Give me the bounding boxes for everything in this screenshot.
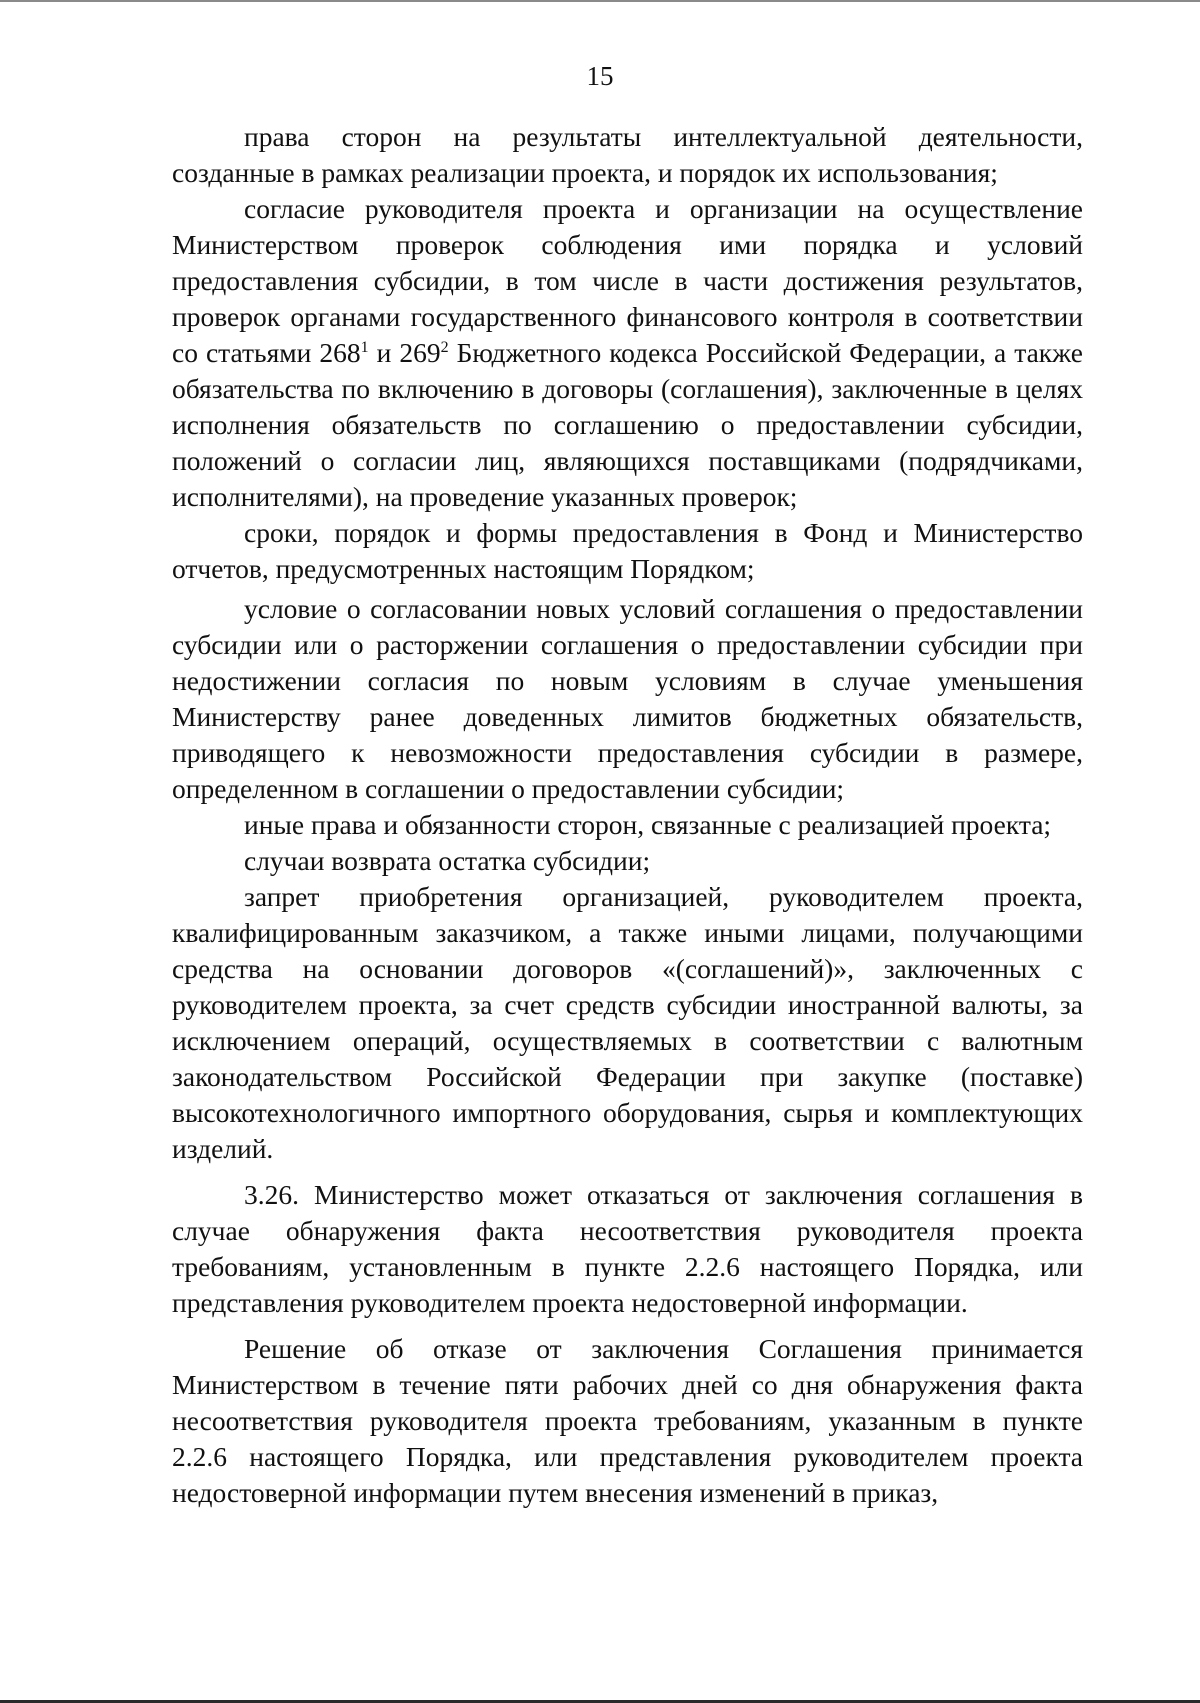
paragraph-other-rights: иные права и обязанности сторон, связанные с реализацией проекта; <box>244 809 1052 840</box>
paragraph-consent-part-3: Бюджетного кодекса Российской Федерации, а также обязательства по включению в договоры (соглашения), заключенные в целях исполнения обязательств по соглашению о предоставлении субсидии, положений о согласии лиц, являющихся поставщиками (подрядчиками, исполнителями), на проведение указанных проверок; <box>172 337 1084 512</box>
paragraph-3-26: 3.26. Министерство может отказаться от заключения соглашения в случае обнаружения факта несоответствия руководителя проекта требованиям, установленным в пункте 2.2.6 настоящего Порядка, или представления руководителем проекта недостоверной информации. <box>172 1179 1083 1318</box>
document-body <box>172 119 1083 1511</box>
paragraph-consent-part-2: и 269 <box>368 337 441 368</box>
paragraph-consent-inspections <box>172 191 1083 515</box>
paragraph-subsidy-return: случаи возврата остатка субсидии; <box>244 845 651 876</box>
paragraph-ip-rights: права сторон на результаты интеллектуальной деятельности, созданные в рамках реализации проекта, и порядок их использования; <box>172 121 1083 188</box>
paragraph-consent-part-1: согласие руководителя проекта и организации на осуществление Министерством проверок соблюдения ими порядка и условий предоставления субсидии, в том числе в части достижения результатов, проверок органами государственного финансового контроля в соответствии со статьями 268 <box>172 193 1083 368</box>
page-number: 15 <box>586 61 614 91</box>
paragraph-refusal-decision: Решение об отказе от заключения Соглашения принимается Министерством в течение пяти рабочих дней со дня обнаружения факта несоответствия руководителя проекта требованиям, указанным в пункте 2.2.6 настоящего Порядка, или представления руководителем проекта недостоверной информации путем внесения изменений в приказ, <box>172 1333 1083 1508</box>
superscript-2: 2 <box>440 338 449 356</box>
top-scan-edge <box>0 0 1200 2</box>
superscript-1: 1 <box>360 338 369 356</box>
paragraph-currency-ban: запрет приобретения организацией, руководителем проекта, квалифицированным заказчиком, а также иными лицами, получающими средства на основании договоров «(соглашений)», заключенных с руководителем проекта, за счет средств субсидии иностранной валюты, за исключением операций, осуществляемых в соответствии с валютным законодательством Российской Федерации при закупке (поставке) высокотехнологичного импортного оборудования, сырья и комплектующих изделий. <box>172 881 1083 1164</box>
paragraph-agreement-conditions: условие о согласовании новых условий соглашения о предоставлении субсидии или о расторжении соглашения о предоставлении субсидии при недостижении согласия по новым условиям в случае уменьшения Министерству ранее доведенных лимитов бюджетных обязательств, приводящего к невозможности предоставления субсидии в размере, определенном в соглашении о предоставлении субсидии; <box>172 593 1083 804</box>
paragraph-reporting-terms: сроки, порядок и формы предоставления в Фонд и Министерство отчетов, предусмотренных настоящим Порядком; <box>172 517 1083 584</box>
